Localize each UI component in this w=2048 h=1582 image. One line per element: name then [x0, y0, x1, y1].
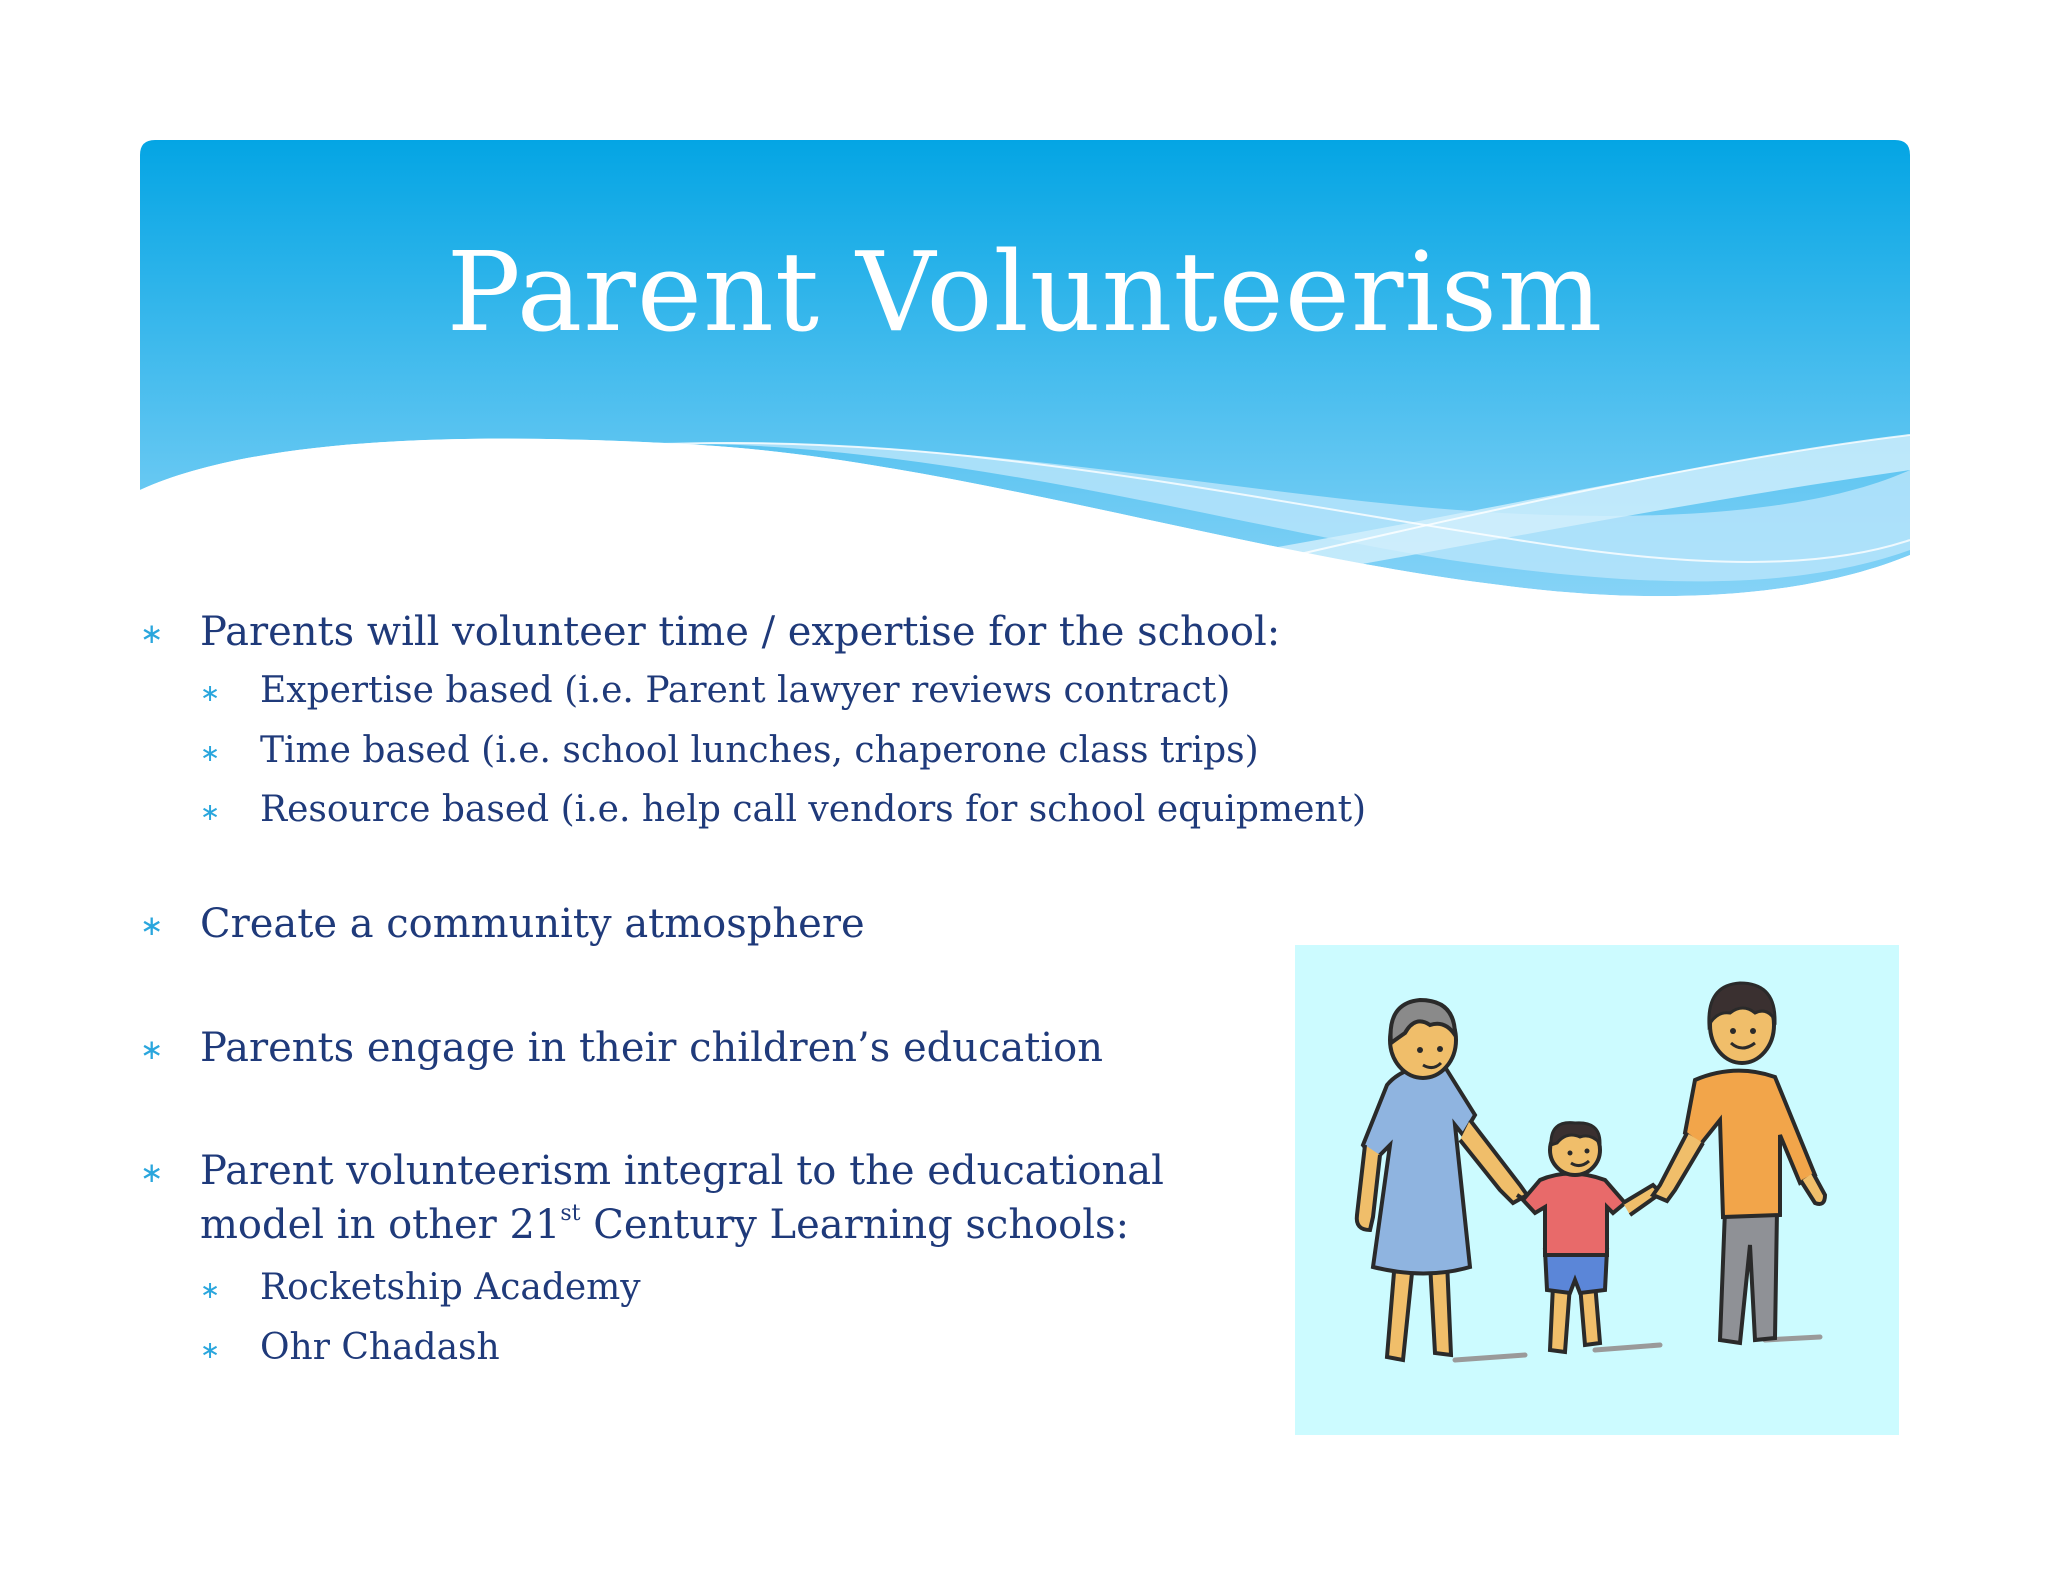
- sub-bullet-time: [200, 726, 1259, 776]
- bullet-text: Expertise based (i.e. Parent lawyer reviews contract): [260, 670, 1231, 711]
- bullet-icon: ∗: [200, 1336, 221, 1364]
- sub-bullet-resource: [200, 785, 1367, 835]
- sub-bullet-expertise: [200, 666, 1231, 716]
- bullet-icon: ∗: [200, 798, 221, 826]
- bullet-text: Create a community atmosphere: [200, 901, 865, 947]
- bullet-integral-line2: [200, 1196, 1129, 1254]
- bullet-text: model in other 21: [200, 1202, 561, 1248]
- bullet-text: Parent volunteerism integral to the educational: [200, 1148, 1164, 1194]
- bullet-text: Time based (i.e. school lunches, chaperone class trips): [260, 730, 1259, 771]
- bullet-community: [140, 895, 865, 953]
- bullet-integral: [140, 1142, 1164, 1200]
- sub-bullet-ohr-chadash: [200, 1323, 500, 1373]
- page-title: Parent Volunteerism: [446, 228, 1604, 356]
- bullet-icon: ∗: [140, 1156, 164, 1189]
- bullet-text: Century Learning schools:: [580, 1202, 1130, 1248]
- family-drawing-icon: [1295, 945, 1899, 1435]
- superscript: st: [560, 1201, 581, 1226]
- bullet-icon: ∗: [200, 1276, 221, 1304]
- bullet-volunteer: [140, 603, 1281, 661]
- bullet-text: Rocketship Academy: [260, 1267, 641, 1308]
- bullet-icon: ∗: [200, 739, 221, 767]
- bullet-engage: [140, 1019, 1103, 1077]
- bullet-icon: ∗: [140, 1033, 164, 1066]
- bullet-text: Parents engage in their children’s education: [200, 1025, 1103, 1071]
- bullet-icon: ∗: [140, 909, 164, 942]
- bullet-text: Ohr Chadash: [260, 1327, 500, 1368]
- sub-bullet-rocketship: [200, 1263, 641, 1313]
- bullet-text: Resource based (i.e. help call vendors for school equipment): [260, 789, 1367, 830]
- bullet-icon: ∗: [140, 617, 164, 650]
- bullet-text: Parents will volunteer time / expertise for the school:: [200, 609, 1281, 655]
- bullet-icon: ∗: [200, 679, 221, 707]
